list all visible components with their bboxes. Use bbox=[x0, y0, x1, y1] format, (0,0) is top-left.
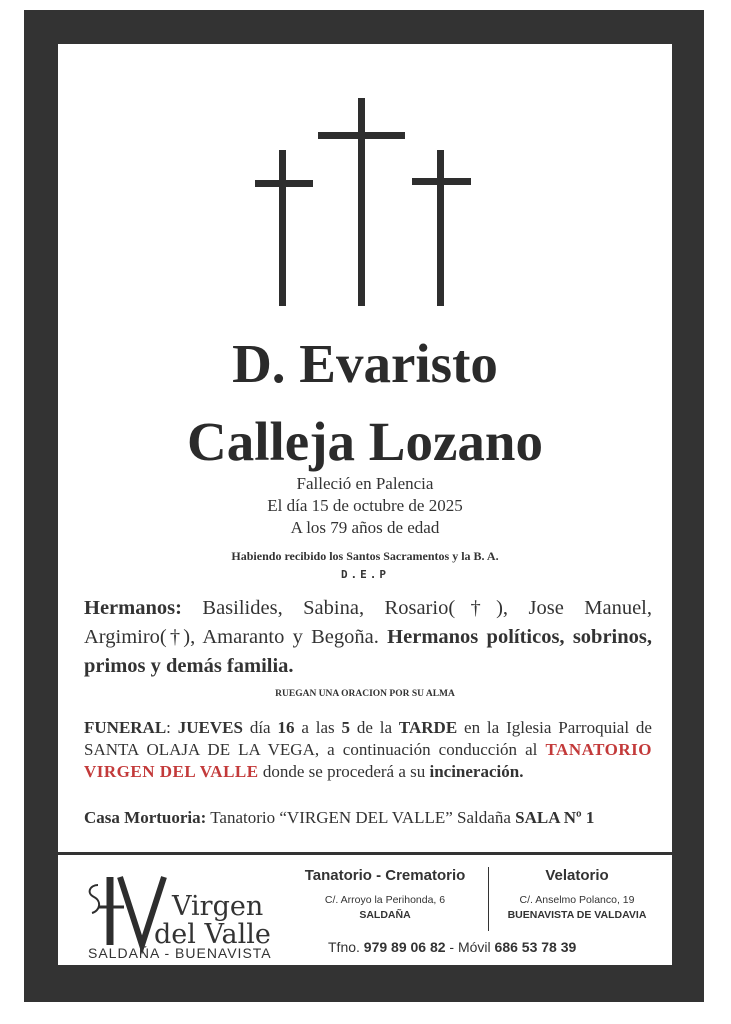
phone-number: 979 89 06 82 bbox=[363, 939, 446, 955]
death-date: El día 15 de octubre de 2025 bbox=[267, 496, 463, 515]
funeral-text: donde se procederá a su bbox=[258, 762, 430, 781]
funeral-text: en la Iglesia Parroquial de SANTA OLAJA DE LA VEGA, a continuación conducción al bbox=[84, 718, 652, 759]
funeral-label: FUNERAL bbox=[84, 718, 167, 737]
crematorium-town: SALDAÑA bbox=[359, 909, 411, 921]
deceased-name-last: Calleja Lozano bbox=[187, 411, 543, 472]
funeral-hour: 5 bbox=[341, 718, 350, 737]
mobile-label: - Móvil bbox=[445, 939, 495, 955]
funeral-cremation: incineración. bbox=[429, 762, 524, 781]
crematorium-info bbox=[290, 867, 480, 921]
in-laws-text: Hermanos políticos, sobrinos, primos y demás familia. bbox=[84, 626, 653, 677]
logo-subtitle: SALDAÑA - BUENAVISTA bbox=[88, 945, 272, 961]
phone-label: Tfno. bbox=[328, 939, 364, 955]
column-divider bbox=[488, 867, 489, 931]
dep-abbrev: D.E.P bbox=[340, 568, 390, 581]
obituary-panel bbox=[58, 44, 672, 852]
family-paragraph bbox=[84, 594, 652, 681]
wake-title: Velatorio bbox=[545, 867, 609, 884]
prayer-request: RUEGAN UNA ORACION POR SU ALMA bbox=[275, 689, 455, 699]
funeral-home-text: Tanatorio “VIRGEN DEL VALLE” Saldaña bbox=[206, 808, 516, 827]
wake-info bbox=[496, 867, 658, 921]
wake-town: BUENAVISTA DE VALDAVIA bbox=[507, 909, 647, 921]
funeral-period: TARDE bbox=[398, 718, 458, 737]
funeral-paragraph bbox=[84, 717, 652, 783]
funeral-destination: TANATORIO VIRGEN DEL VALLE bbox=[84, 740, 652, 781]
siblings-list: Basilides, Sabina, Rosario(†), Jose Manuel, Argimiro(†), Amaranto y Begoña. bbox=[84, 597, 653, 648]
funeral-text: : bbox=[166, 718, 178, 737]
three-crosses-icon bbox=[58, 44, 672, 314]
logo-wordmark-valle: del Valle bbox=[154, 919, 271, 950]
death-place: Falleció en Palencia bbox=[296, 474, 434, 493]
funeral-home-line bbox=[84, 808, 652, 828]
sacraments-note: Habiendo recibido los Santos Sacramentos y la B. A. bbox=[231, 549, 499, 563]
wake-address: C/. Anselmo Polanco, 19 bbox=[519, 894, 635, 906]
funeral-text: día bbox=[242, 718, 278, 737]
funeral-home-room: SALA Nº 1 bbox=[515, 808, 595, 827]
funeral-home-footer bbox=[58, 855, 672, 965]
funeral-day: JUEVES bbox=[177, 718, 243, 737]
mobile-number: 686 53 78 39 bbox=[494, 939, 577, 955]
age-at-death: A los 79 años de edad bbox=[290, 518, 440, 537]
deceased-name-first: D. Evaristo bbox=[232, 333, 498, 394]
funeral-home-label: Casa Mortuoria: bbox=[84, 808, 207, 827]
siblings-label: Hermanos: bbox=[84, 597, 182, 619]
funeral-date: 16 bbox=[277, 718, 295, 737]
contact-phones bbox=[328, 939, 576, 955]
logo-wordmark-virgen: Virgen bbox=[172, 891, 264, 922]
crematorium-title: Tanatorio - Crematorio bbox=[304, 867, 466, 884]
crematorium-address: C/. Arroyo la Perihonda, 6 bbox=[324, 894, 446, 906]
funeral-text: de la bbox=[349, 718, 399, 737]
funeral-text: a las bbox=[294, 718, 342, 737]
